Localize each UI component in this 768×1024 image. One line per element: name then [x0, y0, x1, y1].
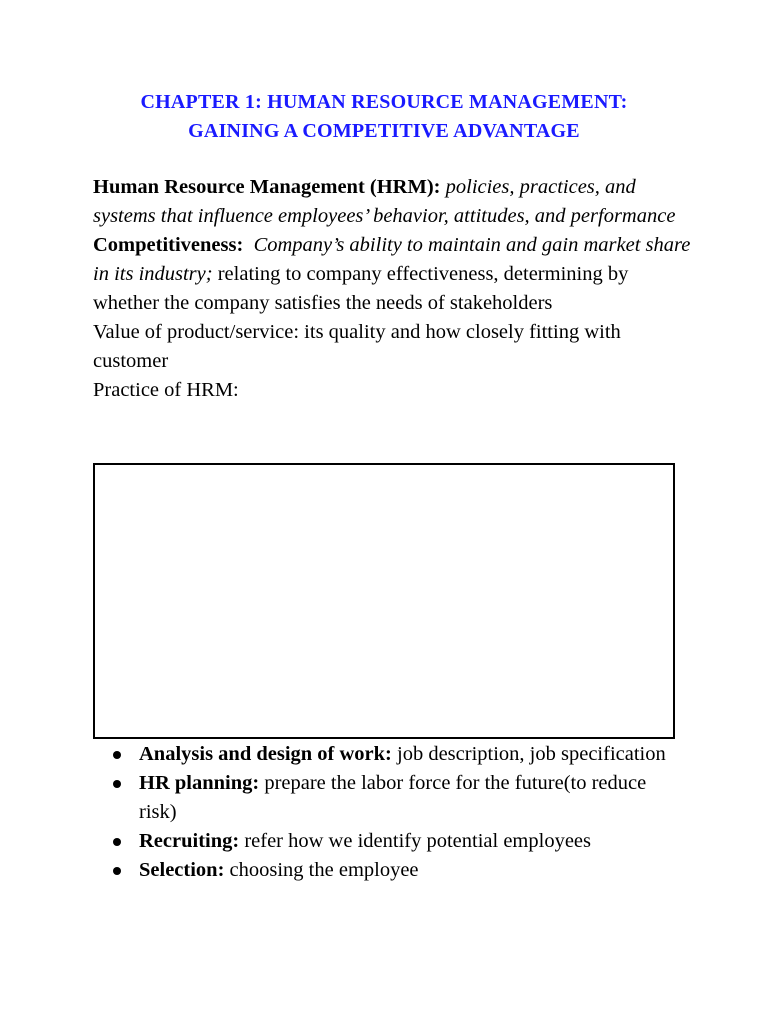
body-text: [93, 173, 693, 405]
list-item-term: HR planning:: [139, 772, 260, 794]
hrm-term: Human Resource Management (HRM):: [93, 176, 441, 198]
bullet-icon: [113, 838, 121, 846]
competitiveness-definition-rest: relating to company effectiveness, determining by whether the company satisfies the needs of stakeholders: [93, 263, 629, 314]
value-paragraph: Value of product/service: its quality and how closely fitting with customer: [93, 321, 621, 372]
competitiveness-paragraph: [93, 231, 693, 318]
list-item: [111, 827, 671, 856]
hrm-definition: policies, practices, and systems that influence employees’ behavior, attitudes, and performance: [93, 176, 676, 227]
chapter-title: [60, 88, 708, 145]
bullet-icon: [113, 780, 121, 788]
bullet-icon: [113, 867, 121, 875]
practice-label: Practice of HRM:: [93, 379, 239, 401]
bullet-icon: [113, 751, 121, 759]
list-item: [111, 856, 671, 885]
list-item-term: Recruiting:: [139, 830, 240, 852]
chapter-title-line-2: GAINING A COMPETITIVE ADVANTAGE: [188, 119, 580, 142]
list-item-term: Selection:: [139, 859, 225, 881]
list-item: [111, 740, 671, 769]
hrm-definition-paragraph: [93, 173, 693, 231]
empty-figure-box: [93, 463, 675, 739]
list-item-text: job description, job specification: [397, 743, 666, 765]
list-item-text: prepare the labor force for the future(to reduce risk): [139, 772, 647, 823]
hrm-practices-list: [111, 740, 671, 885]
list-item-text: refer how we identify potential employees: [244, 830, 591, 852]
competitiveness-term: Competitiveness:: [93, 234, 244, 256]
competitiveness-definition-italic: Company’s ability to maintain and gain market share in its industry;: [93, 234, 691, 285]
list-item-text: choosing the employee: [229, 859, 419, 881]
chapter-title-line-1: CHAPTER 1: HUMAN RESOURCE MANAGEMENT:: [140, 91, 628, 113]
list-item: [111, 769, 671, 827]
list-item-term: Analysis and design of work:: [139, 743, 392, 765]
